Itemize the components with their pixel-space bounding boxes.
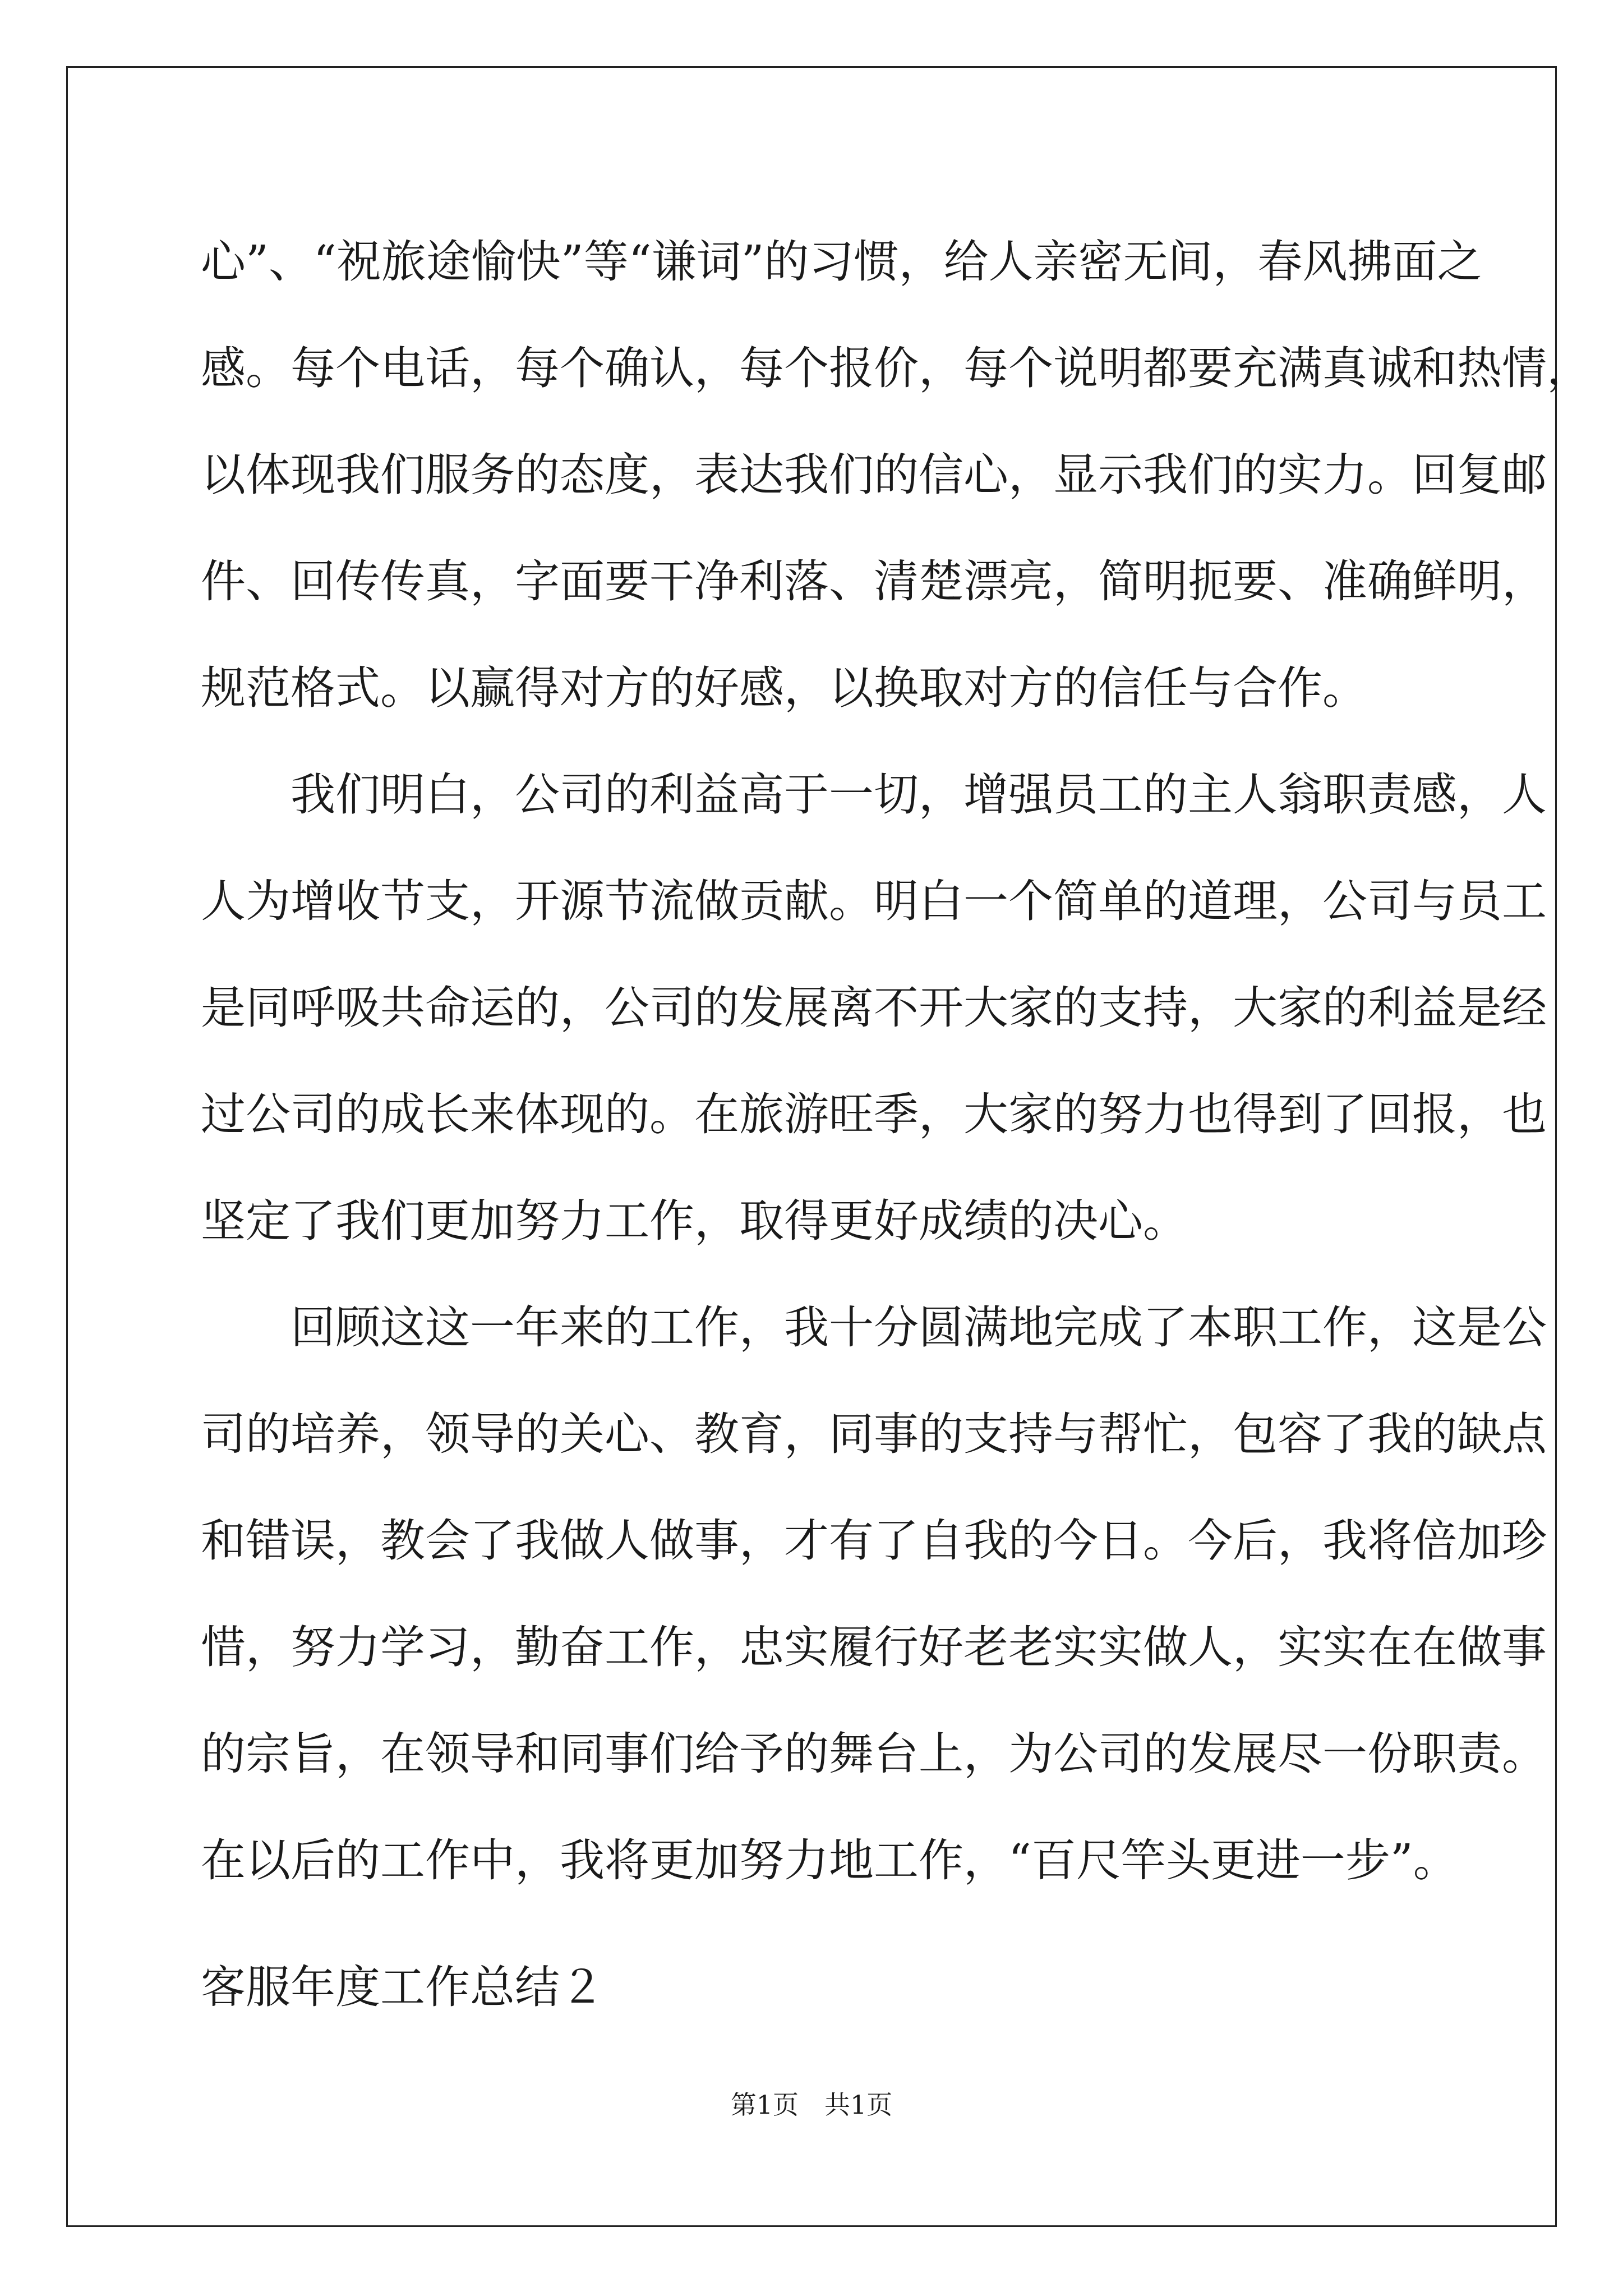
text-line: 是同呼吸共命运的，公司的发展离不开大家的支持，大家的利益是经 xyxy=(201,982,1547,1034)
section-heading: 客服年度工作总结２ xyxy=(201,1961,605,2013)
text-line: 回顾这这一年来的工作，我十分圆满地完成了本职工作，这是公 xyxy=(201,1301,1547,1354)
document-body xyxy=(201,209,1592,1914)
text-line: 坚定了我们更加努力工作，取得更好成绩的决心。 xyxy=(201,1195,1188,1247)
text-line: 过公司的成长来体现的。在旅游旺季，大家的努力也得到了回报，也 xyxy=(201,1088,1547,1140)
text-line: 以体现我们服务的态度，表达我们的信心，显示我们的实力。回复邮 xyxy=(201,449,1547,501)
text-line: 规范格式。以赢得对方的好感，以换取对方的信任与合作。 xyxy=(201,662,1367,714)
text-line: 司的培养，领导的关心、教育，同事的支持与帮忙，包容了我的缺点 xyxy=(201,1408,1547,1460)
page-number: 第1页 共1页 xyxy=(730,2090,893,2120)
text-line: 心”、“祝旅途愉快”等“谦词”的习惯，给人亲密无间，春风拂面之 xyxy=(201,236,1482,288)
text-line: 感。每个电话，每个确认，每个报价，每个说明都要充满真诚和热情， xyxy=(201,342,1592,394)
text-line: 件、回传传真，字面要干净利落、清楚漂亮，简明扼要、准确鲜明， xyxy=(201,555,1547,608)
text-line: 惜，努力学习，勤奋工作，忠实履行好老老实实做人，实实在在做事 xyxy=(201,1621,1547,1673)
text-line: 我们明白，公司的利益高于一切，增强员工的主人翁职责感，人 xyxy=(201,769,1547,821)
text-line: 和错误，教会了我做人做事，才有了自我的今日。今后，我将倍加珍 xyxy=(201,1515,1547,1567)
text-line: 在以后的工作中，我将更加努力地工作，“百尺竿头更进一步”。 xyxy=(201,1834,1458,1887)
text-line: 的宗旨，在领导和同事们给予的舞台上，为公司的发展尽一份职责。 xyxy=(201,1728,1547,1780)
text-line: 人为增收节支，开源节流做贡献。明白一个简单的道理，公司与员工 xyxy=(201,875,1547,927)
